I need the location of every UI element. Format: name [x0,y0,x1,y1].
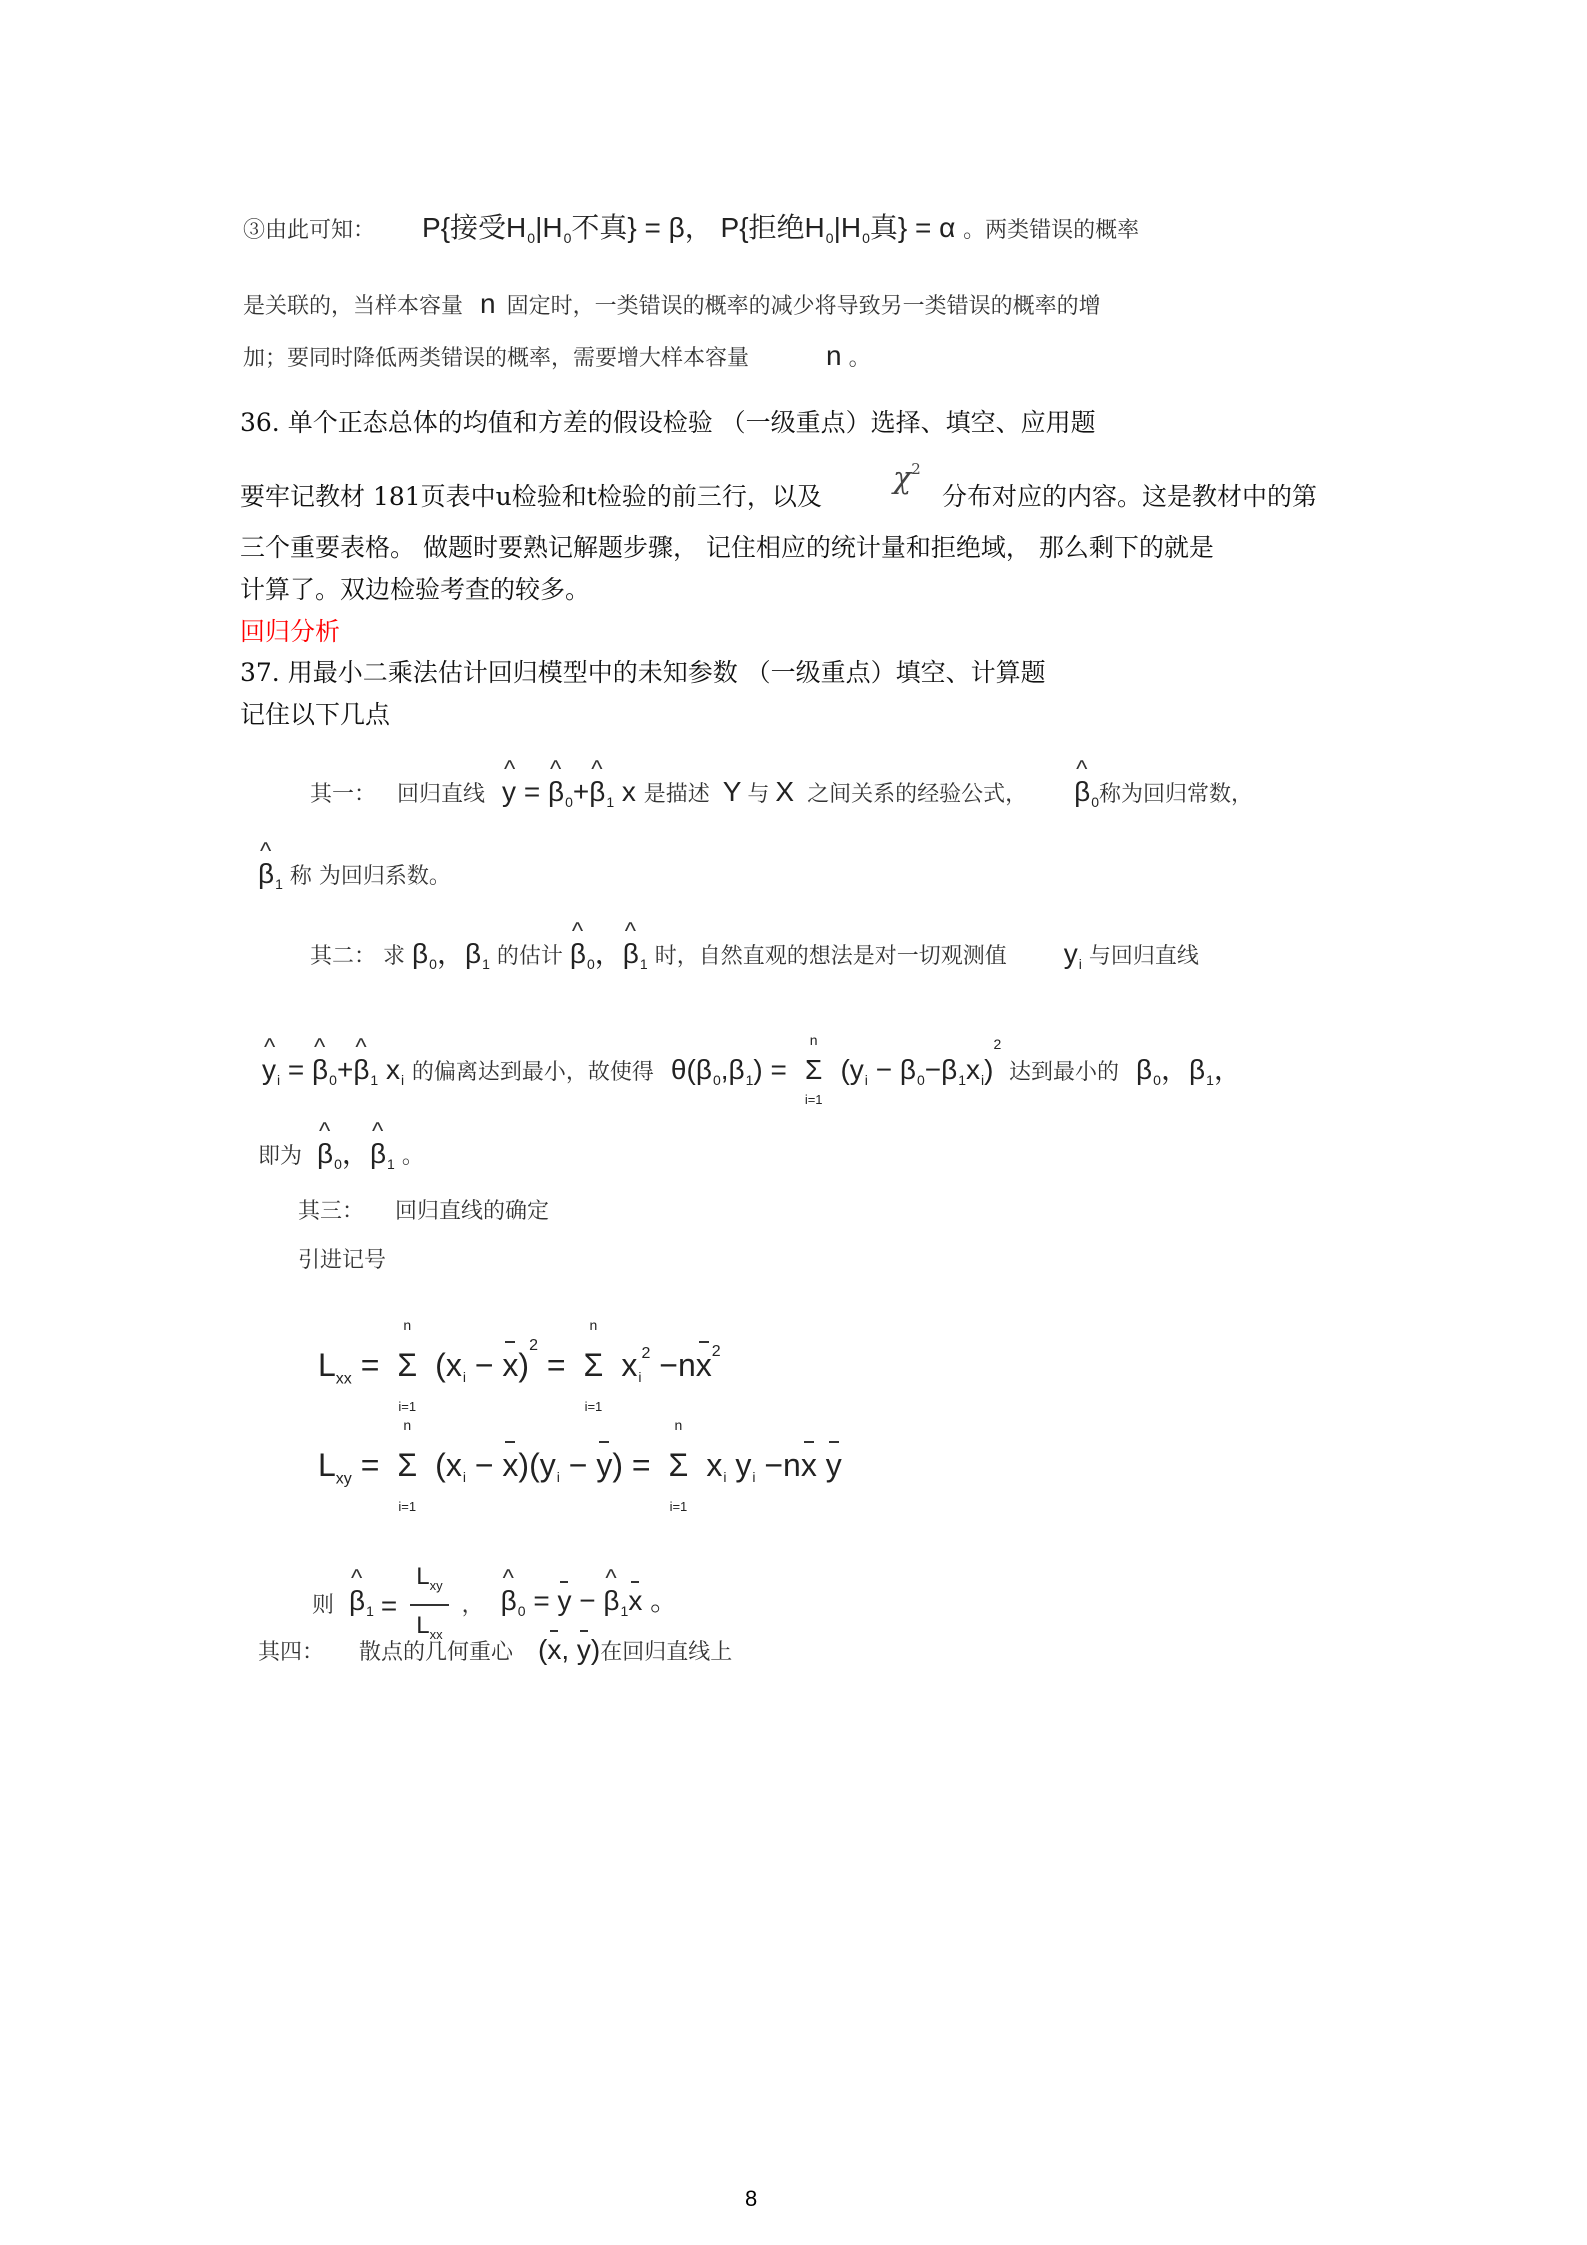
prob-reject-text: P{拒绝H [720,212,825,243]
x: x [621,776,636,807]
prob-accept-h0 [422,212,963,246]
minus: − [924,1054,942,1085]
y: y [849,1054,864,1085]
minus: − [474,1447,494,1483]
sum-upper: n [403,1317,412,1333]
text: 与回归直线 [1088,944,1199,969]
x: x [445,1347,462,1383]
text: 则 [312,1592,335,1618]
equals: = [631,1447,651,1483]
beta0-beta1 [1136,1054,1242,1088]
sigma: Σ [668,1447,689,1483]
x-bar: x [628,1584,643,1616]
y-bar: y [576,1634,591,1665]
y-hat: ^ y [262,1056,276,1084]
beta-hat: ^ β [603,1587,619,1615]
sub: i [277,1072,281,1088]
sub: i [401,1072,405,1088]
beta: β [464,938,482,969]
text: 求 [383,944,406,969]
sub: i [752,1469,756,1485]
sigma: Σ [805,1054,823,1085]
prob-end: 不真} = [571,212,661,243]
sub: 1 [1206,1072,1214,1088]
text: 。 [848,346,871,371]
comma: ， [1160,1054,1189,1085]
equals: = [287,1054,305,1085]
sum-lower: i=1 [804,1092,823,1107]
power: 2 [711,1343,721,1360]
comma: ， [594,938,623,969]
minus: − [659,1347,678,1383]
section-36-heading: 36. 单个正态总体的均值和方差的假设检验 （一级重点）选择、填空、应用题 [240,408,1096,437]
sum-upper: n [809,1032,818,1048]
sub: 1 [639,956,648,972]
section-37-heading: 37. 用最小二乘法估计回归模型中的未知参数 （一级重点）填空、计算题 [240,658,1046,687]
intro-line-2 [243,290,1101,321]
n-symbol: n [826,340,842,371]
beta0-hat [1074,776,1100,810]
x: x [966,1054,980,1085]
sum-upper: n [403,1417,412,1433]
sub: 0 [329,1072,337,1088]
minus: − [875,1054,893,1085]
yi-hat-formula [262,1054,412,1088]
point-label: 其四： [258,1640,325,1665]
summation [578,1317,608,1414]
point-3-notation: 引进记号 [298,1248,387,1273]
section-36-para-line-2: 三个重要表格。 做题时要熟记解题步骤， 记住相应的统计量和拒绝域， 那么剩下的就是 [240,533,1214,562]
sub: i [638,1369,642,1385]
equals: = [360,1347,380,1383]
beta: β [1188,1054,1206,1085]
x-bar: x [502,1347,519,1383]
period: 。 [650,1584,679,1616]
sub: i [556,1469,560,1485]
beta: β [728,1054,745,1085]
intro-line-3 [243,342,871,373]
plus: + [336,1054,354,1085]
point-2-line-1 [310,940,1199,978]
sub: i [462,1369,466,1385]
beta-hat: ^ β [312,1056,328,1084]
sub: xy [335,1470,352,1488]
equals: = [380,1589,398,1621]
equals: = [770,1054,787,1085]
text: 称为回归常数， [1099,782,1254,807]
lxx-formula: $L_{xx}$ = n Σ i=1 $(x_i - x)^2$ = n Σ i=1 $x_i^2 -nx^2$ [318,1317,721,1414]
sub: 1 [482,956,490,972]
beta-hat: ^ β [370,1140,386,1168]
y: y [1063,938,1078,969]
Y: Y [722,776,742,807]
sub: 0 [916,1072,925,1088]
equals: = [360,1447,380,1483]
sub: 0 [862,230,870,246]
sum-lower: i=1 [398,1499,417,1514]
text: 散点的几何重心 [359,1640,514,1665]
minus: − [579,1584,596,1616]
intro-prefix: ③由此可知： [243,218,376,243]
text: 。 [401,1144,424,1169]
summation [663,1417,693,1514]
sub: 1 [387,1156,395,1172]
y-bar: y [557,1584,572,1616]
text: 回归直线的确定 [395,1199,550,1224]
sum-upper: n [589,1317,598,1333]
sub: i [462,1469,466,1485]
minus: − [764,1447,784,1483]
beta-symbol: β [668,212,685,243]
text: 是关联的，当样本容量 [243,294,464,319]
text: 固定时，一类错误的概率的减少将导致另一类错误的概率的增 [506,294,1101,319]
text: 称 为回归系数。 [289,864,451,889]
beta: β [941,1054,958,1085]
sub: 0 [1091,794,1100,810]
intro-suffix: 。两类错误的概率 [963,218,1140,243]
text: 之间关系的经验公式， [807,782,1028,807]
section-36-para-line-1 [240,482,822,512]
power: 2 [529,1337,538,1354]
sub: xx [335,1370,352,1388]
text: 回归直线 [397,782,486,807]
beta-hat: ^ β [570,940,586,968]
beta-hat: ^ β [548,778,564,806]
x-bar: x [800,1447,817,1483]
regression-line-formula [502,776,644,810]
text: 时，自然直观的想法是对一切观测值 [654,944,1007,969]
power: 2 [993,1036,1002,1052]
plus: + [572,776,590,807]
beta-hats [569,938,648,972]
beta-hat: ^ β [317,1140,333,1168]
centroid: (x, y) [538,1634,601,1665]
beta-hat: ^ β [589,778,605,806]
text: 在回归直线上 [600,1640,733,1665]
sub: 0 [712,1072,721,1088]
prob-end: 真} = [869,212,932,243]
sub: 0 [565,794,573,810]
beta: β [412,938,429,969]
point-4-line [258,1636,732,1667]
sub: i [723,1469,727,1485]
chi-square-symbol [893,460,921,496]
sigma: Σ [397,1447,418,1483]
numerator [410,1563,448,1606]
sum-lower: i=1 [584,1399,603,1414]
beta: β [1136,1054,1153,1085]
y-hat: ^ y [502,778,516,806]
x: x [386,1054,400,1085]
bar-h: |H [833,212,862,243]
beta-hat: ^ β [1074,778,1090,806]
sub: i [981,1072,985,1088]
x-bar: x [547,1634,562,1665]
y-bar: y [596,1447,613,1483]
L: L [318,1447,336,1483]
sub: 1 [275,876,283,892]
sigma: Σ [583,1347,604,1383]
x: x [621,1347,638,1383]
sigma: Σ [397,1347,418,1383]
power: 2 [641,1345,651,1362]
point-3-line-1 [298,1198,549,1226]
summation [392,1417,422,1514]
sub: 0 [563,230,572,246]
beta-hat: ^ β [349,1587,365,1615]
sub: 0 [429,956,437,972]
sub: 0 [1153,1072,1161,1088]
sub: 1 [606,794,615,810]
text: 的估计 [496,944,563,969]
sub: 0 [586,956,595,972]
comma: ， [461,1592,484,1618]
sub: 0 [334,1156,342,1172]
intro-line-1 [243,214,1139,252]
page-number: 8 [745,2186,758,2211]
prob-accept-text: P{接受H [422,212,527,243]
sub: 1 [366,1602,374,1619]
chi: χ [893,461,912,496]
section-36-para-line-3: 计算了。双边检验考查的较多。 [240,575,591,604]
yi [1063,938,1082,972]
point-1-line-1 [310,778,1253,816]
y-bar: y [825,1447,842,1483]
y: y [735,1447,752,1483]
x: x [706,1447,723,1483]
theta-formula: $\theta(\beta_0,\beta_1)$ = n Σ i=1 $(y_i - \beta_0-\beta_1x_i)^2$ [671,1054,1009,1085]
sub: i [1078,956,1082,972]
n: n [783,1447,801,1483]
sub: i [864,1072,868,1088]
sub: 0 [517,1602,526,1619]
x: x [445,1447,462,1483]
sum-lower: i=1 [398,1399,417,1414]
section-36-para-line-1b: 分布对应的内容。这是教材中的第 [942,482,1318,511]
beta-hat: ^ β [501,1587,517,1615]
beta-hat: ^ β [353,1056,369,1084]
equals: = [546,1347,566,1383]
point-2-line-2 [262,1030,1242,1107]
comma: ， [1213,1054,1242,1085]
X: X [775,776,795,807]
text: 要牢记教材 181页表中u检验和t检验的前三行，以及 [240,482,822,511]
x-bar: x [502,1447,519,1483]
bar-h: |H [535,212,563,243]
minus: − [568,1447,588,1483]
sum-upper: n [674,1417,683,1433]
equals: = [523,776,541,807]
sub: 1 [370,1072,379,1088]
sub: 1 [745,1072,754,1088]
sub: 0 [825,230,834,246]
text: 达到最小的 [1009,1060,1120,1085]
theta: θ [670,1054,687,1085]
text: 加；要同时降低两类错误的概率，需要增大样本容量 [243,346,750,371]
power: 2 [911,460,921,478]
summation [392,1317,422,1414]
equals: = [533,1584,550,1616]
comma: ， [436,938,465,969]
point-1-line-2 [258,860,451,898]
lxy-formula: $L_{xy}$ = n Σ i=1 $(x_i - x)(y_i - y)$ = n Σ i=1 $x_i$ $y_i -nx$ y [318,1417,842,1514]
sum-lower: i=1 [669,1499,688,1514]
beta-hat: ^ β [623,940,639,968]
sub: 1 [958,1072,966,1088]
L: L [416,1611,430,1639]
text: 的偏离达到最小，故使得 [411,1060,654,1085]
beta: β [695,1054,712,1085]
sub: xx [429,1626,443,1642]
beta-hat: ^ β [258,860,274,888]
sub: xy [429,1577,443,1593]
beta1-hat [349,1584,374,1619]
beta0-hat-formula [500,1584,679,1619]
L: L [318,1347,336,1383]
beta-hats [317,1138,395,1172]
y: y [539,1447,556,1483]
separator: ， [684,212,713,243]
comma: ， [341,1138,370,1169]
beta1-hat [258,858,283,892]
point-label: 其三： [298,1199,365,1224]
sub: 0 [527,230,536,246]
text: 即为 [258,1144,303,1169]
point-label: 其一： [310,782,377,807]
text: 是描述 [643,782,710,807]
n: n [677,1347,696,1383]
point-label: 其二： [310,944,377,969]
sub: 1 [620,1602,629,1619]
text: 与 [747,782,770,807]
point-2-line-3 [258,1140,424,1178]
n-symbol: n [480,288,496,319]
section-37-intro: 记住以下几点 [240,700,391,729]
minus: − [474,1347,494,1383]
L: L [416,1563,430,1590]
x-bar: x [695,1347,712,1383]
beta: β [899,1054,916,1085]
alpha-symbol: α [939,212,956,243]
beta0-beta1 [412,938,490,972]
regression-analysis-heading: 回归分析 [240,617,341,646]
summation [799,1032,829,1107]
